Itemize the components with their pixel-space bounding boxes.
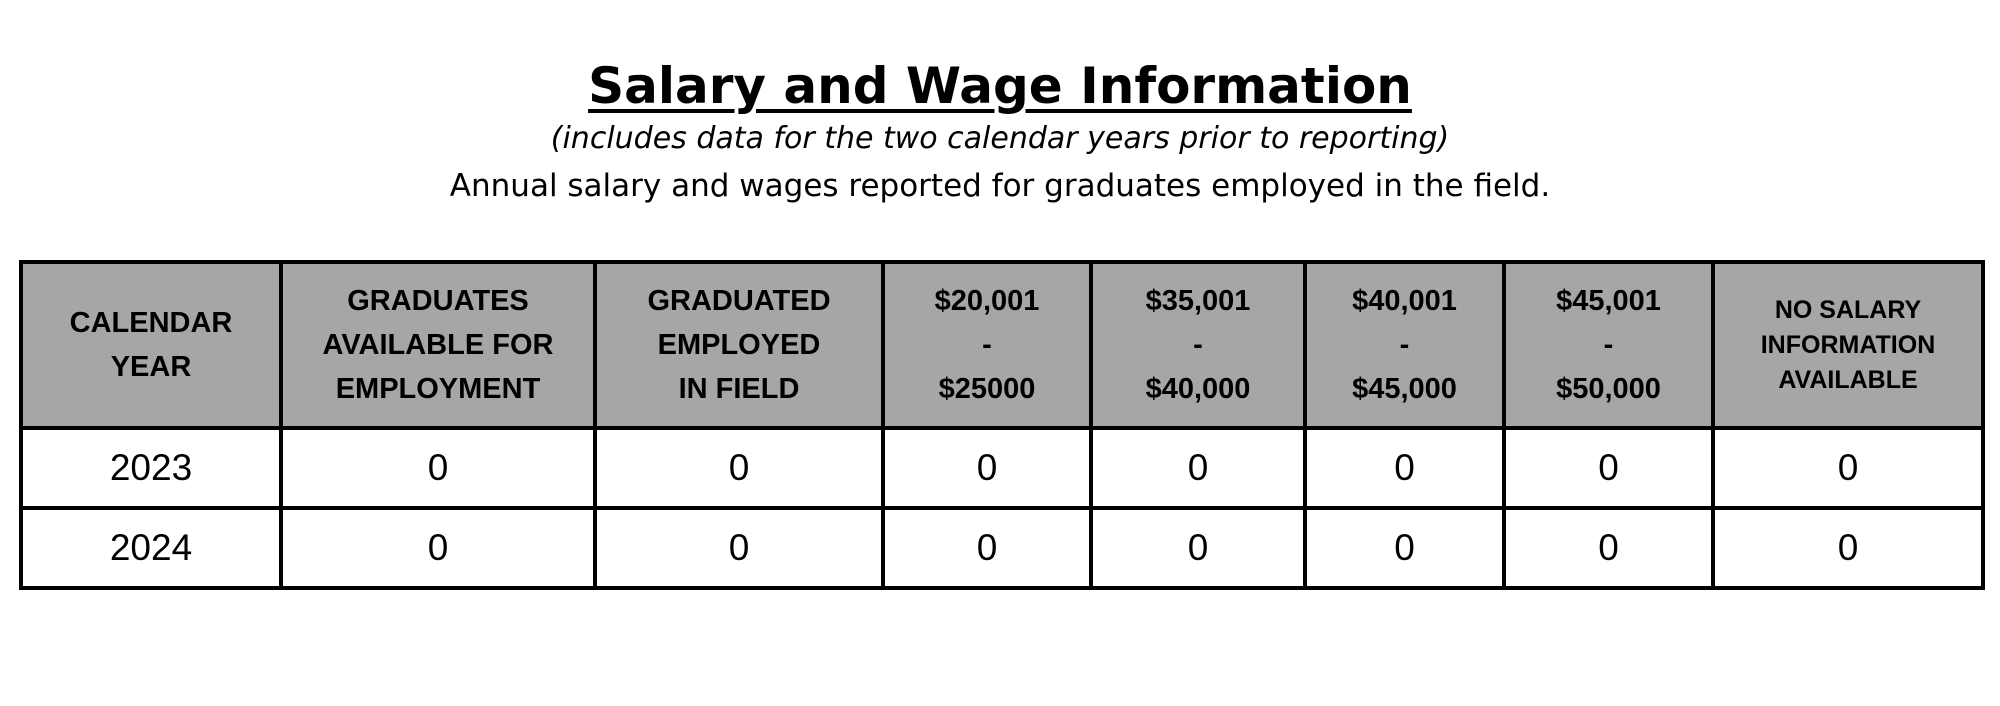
- cell-no-salary-info: 0: [1713, 508, 1983, 588]
- cell-year: 2023: [21, 428, 281, 508]
- page-description: Annual salary and wages reported for graduates employed in the field.: [449, 168, 1551, 204]
- header-range-45001-50000: $45,001 - $50,000: [1504, 262, 1713, 428]
- cell-graduates-available: 0: [281, 428, 595, 508]
- cell-range-35001-40000: 0: [1091, 508, 1305, 588]
- header-range-35001-40000: $35,001 - $40,000: [1091, 262, 1305, 428]
- cell-range-40001-45000: 0: [1305, 508, 1504, 588]
- cell-range-45001-50000: 0: [1504, 508, 1713, 588]
- cell-range-20001-25000: 0: [883, 428, 1091, 508]
- page-subtitle: (includes data for the two calendar years prior to reporting): [550, 121, 1450, 156]
- header-no-salary-info: NO SALARY INFORMATION AVAILABLE: [1713, 262, 1983, 428]
- cell-range-20001-25000: 0: [883, 508, 1091, 588]
- header-calendar-year: CALENDAR YEAR: [21, 262, 281, 428]
- header-range-40001-45000: $40,001 - $45,000: [1305, 262, 1504, 428]
- header-row: [21, 262, 1983, 428]
- title-text: Salary and Wage Information: [588, 57, 1412, 115]
- header-range-20001-25000: $20,001 - $25000: [883, 262, 1091, 428]
- page-title: [0, 56, 2000, 116]
- cell-year: 2024: [21, 508, 281, 588]
- cell-range-40001-45000: 0: [1305, 428, 1504, 508]
- cell-graduated-employed: 0: [595, 428, 883, 508]
- cell-no-salary-info: 0: [1713, 428, 1983, 508]
- header-graduated-employed: GRADUATED EMPLOYED IN FIELD: [595, 262, 883, 428]
- cell-range-35001-40000: 0: [1091, 428, 1305, 508]
- cell-graduates-available: 0: [281, 508, 595, 588]
- cell-range-45001-50000: 0: [1504, 428, 1713, 508]
- header-graduates-available: GRADUATES AVAILABLE FOR EMPLOYMENT: [281, 262, 595, 428]
- table-row: [21, 508, 1983, 588]
- salary-table: [19, 260, 1985, 590]
- cell-graduated-employed: 0: [595, 508, 883, 588]
- table-row: [21, 428, 1983, 508]
